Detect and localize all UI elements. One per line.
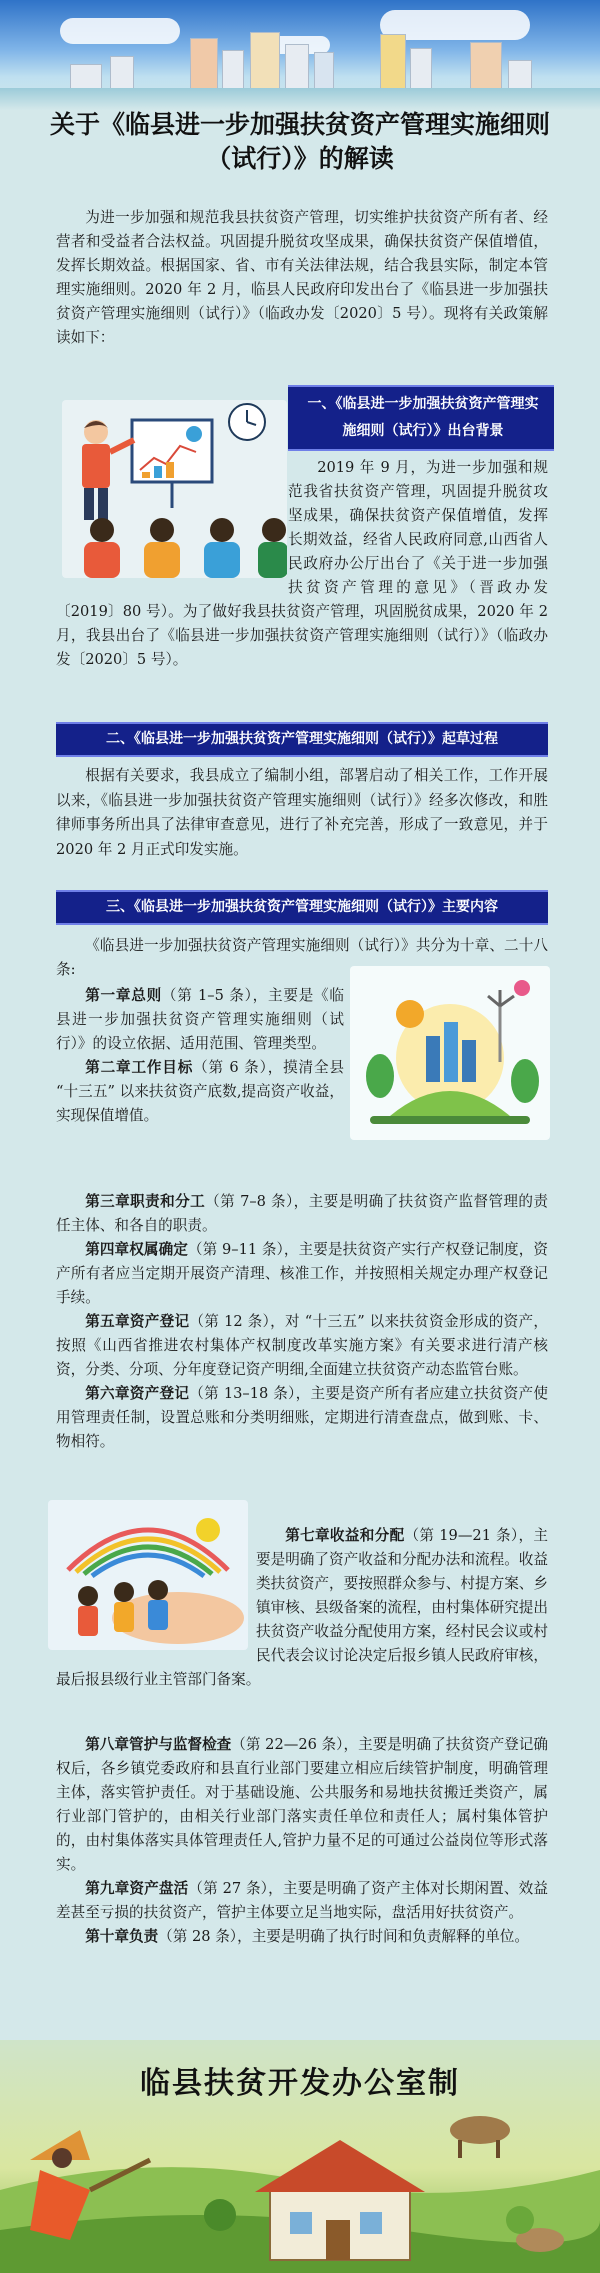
intro-block	[56, 206, 548, 350]
chapter-3-name: 第三章职责和分工	[85, 1193, 206, 1210]
chapter-item	[56, 1382, 548, 1454]
section-3-heading	[56, 890, 548, 925]
section-3-body: 《临县进一步加强扶贫资产管理实施细则（试行）》共分为十章、二十八条:	[56, 937, 548, 978]
chapter-3-text: （第 7–8 条），主要是明确了扶贫资产监督管理的责任主体、和各自的职责。	[56, 1193, 548, 1234]
chapter-7-name: 第七章收益和分配	[285, 1527, 405, 1544]
chapter-6-text: （第 13–18 条），主要是资产所有者应建立扶贫资产使用管理责任制，设置总账和分类明细账，定期进行清查盘点，做到账、卡、物相符。	[56, 1385, 548, 1450]
chapter-item	[56, 1190, 548, 1238]
section-3-heading-text: 三、《临县进一步加强扶贫资产管理实施细则（试行）》主要内容	[106, 899, 498, 915]
intro-paragraph: 为进一步加强和规范我县扶贫资产管理，切实维护扶贫资产所有者、经营者和受益者合法权益。巩固提升脱贫攻坚成果，确保扶贫资产保值增值，发挥长期效益。根据国家、省、市有关法律法规，结合我县实际，制定本管理实施细则。2020 年 2 月，临县人民政府印发出台了《临县进一步加强扶贫资产管理实施细则（试行）》（临政办发〔2020〕5 号）。现将有关政策解读如下：	[56, 209, 548, 346]
chapters-1-2	[56, 984, 344, 1128]
chapter-item	[56, 1877, 548, 1925]
chapter-item	[56, 1925, 548, 1949]
section-2-body-block	[56, 764, 548, 862]
chapter-7-text: （第 19—21 条），主要是明确了资产收益和分配办法和流程。收益类扶贫资产，要按照群众参与、村提方案、乡镇审核、县级备案的流程，由村集体研究提出扶贫资产收益分配使用方案，经村民会议或村民代表会议讨论决定后报乡镇人民政府审核，最后报县级行业主管部门备案。	[56, 1527, 548, 1688]
illustration-spacer	[56, 456, 288, 596]
chapter-9-name: 第九章资产盘活	[85, 1880, 189, 1897]
section-1-heading-text: 一、《临县进一步加强扶贫资产管理实施细则（试行）》出台背景	[307, 396, 539, 439]
footer-banner	[0, 2040, 600, 2273]
section-1-body: 2019 年 9 月，为进一步加强和规范我省扶贫资产管理，巩固提升脱贫攻坚成果，确保扶贫资产保值增值，发挥长期效益，经省人民政府同意,山西省人民政府办公厅出台了《关于进一步加强扶贫资产管理的意见》（晋政办发〔2019〕80 号）。为了做好我县扶贫资产管理，巩固脱贫成果，2020 年 2 月，我县出台了《临县进一步加强扶贫资产管理实施细则（试行）》（临政办发〔2020〕5 号）。	[56, 459, 548, 668]
chapters-3-6	[56, 1190, 548, 1454]
chapter-5-name: 第五章资产登记	[85, 1313, 190, 1330]
chapter-item	[56, 1310, 548, 1382]
header-banner-image	[0, 0, 600, 110]
chapter-4-text: （第 9–11 条），主要是扶贫资产实行产权登记制度，资产所有者应当定期开展资产清理、核准工作，并按照相关规定办理产权登记手续。	[56, 1241, 548, 1306]
chapter-item	[56, 984, 344, 1056]
chapter-2-name: 第二章工作目标	[85, 1059, 194, 1076]
farm-illustration	[0, 2040, 600, 2273]
chapter-6-name: 第六章资产登记	[85, 1385, 190, 1402]
ecology-illustration	[350, 966, 550, 1140]
section-1-heading	[288, 385, 554, 451]
section-2-heading	[56, 722, 548, 757]
chapter-item	[56, 1056, 344, 1128]
section-2-heading-text: 二、《临县进一步加强扶贫资产管理实施细则（试行）》起草过程	[106, 731, 498, 747]
chapters-7-block	[56, 1524, 548, 1692]
chapter-item	[56, 1733, 548, 1877]
chapter-10-text: （第 28 条），主要是明确了执行时间和负责解释的单位。	[158, 1928, 529, 1945]
chapter-5-text: （第 12 条），对 “十三五” 以来扶贫资金形成的资产，按照《山西省推进农村集体产权制度改革实施方案》有关要求进行清产核资，分类、分项、分年度登记资产明细,全面建立扶贫资产动态监管台账。	[56, 1313, 548, 1378]
chapter-1-text: （第 1–5 条），主要是《临县进一步加强扶贫资产管理实施细则（试行）》的设立依据、适用范围、管理类型。	[56, 987, 344, 1052]
section-1-body-block	[56, 456, 548, 672]
chapter-item	[56, 1238, 548, 1310]
chapters-8-10	[56, 1733, 548, 1949]
page-title: 关于《临县进一步加强扶贫资产管理实施细则（试行）》的解读	[49, 110, 550, 173]
chapter-4-name: 第四章权属确定	[85, 1241, 188, 1258]
footer-title: 临县扶贫开发办公室制	[140, 2066, 460, 2101]
chapter-8-text: （第 22—26 条），主要是明确了扶贫资产登记确权后，各乡镇党委政府和县直行业部门要建立相应后续管护制度，明确管理主体，落实管护责任。对于基础设施、公共服务和易地扶贫搬迁类资产，属行业部门管护的，由相关行业部门落实责任单位和责任人；属村集体管护的，由村集体落实具体管理责任人,管护力量不足的可通过公益岗位等形式落实。	[56, 1736, 548, 1873]
chapter-2-text: （第 6 条），摸清全县 “十三五” 以来扶贫资产底数,提高资产收益，实现保值增值。	[56, 1059, 344, 1124]
chapter-8-name: 第八章管护与监督检查	[85, 1736, 232, 1753]
chapter-1-name: 第一章总则	[85, 987, 162, 1004]
chapter-10-name: 第十章负责	[85, 1928, 159, 1945]
chapter-9-text: （第 27 条），主要是明确了资产主体对长期闲置、效益差甚至亏损的扶贫资产，管护主体要立足当地实际，盘活用好扶贫资产。	[56, 1880, 548, 1921]
section-2-body: 根据有关要求，我县成立了编制小组，部署启动了相关工作，工作开展以来，《临县进一步加强扶贫资产管理实施细则（试行）》经多次修改，和胜律师事务所出具了法律审查意见，进行了补充完善，形成了一致意见，并于 2020 年 2 月正式印发实施。	[56, 767, 548, 858]
illustration-spacer	[56, 1524, 256, 1649]
